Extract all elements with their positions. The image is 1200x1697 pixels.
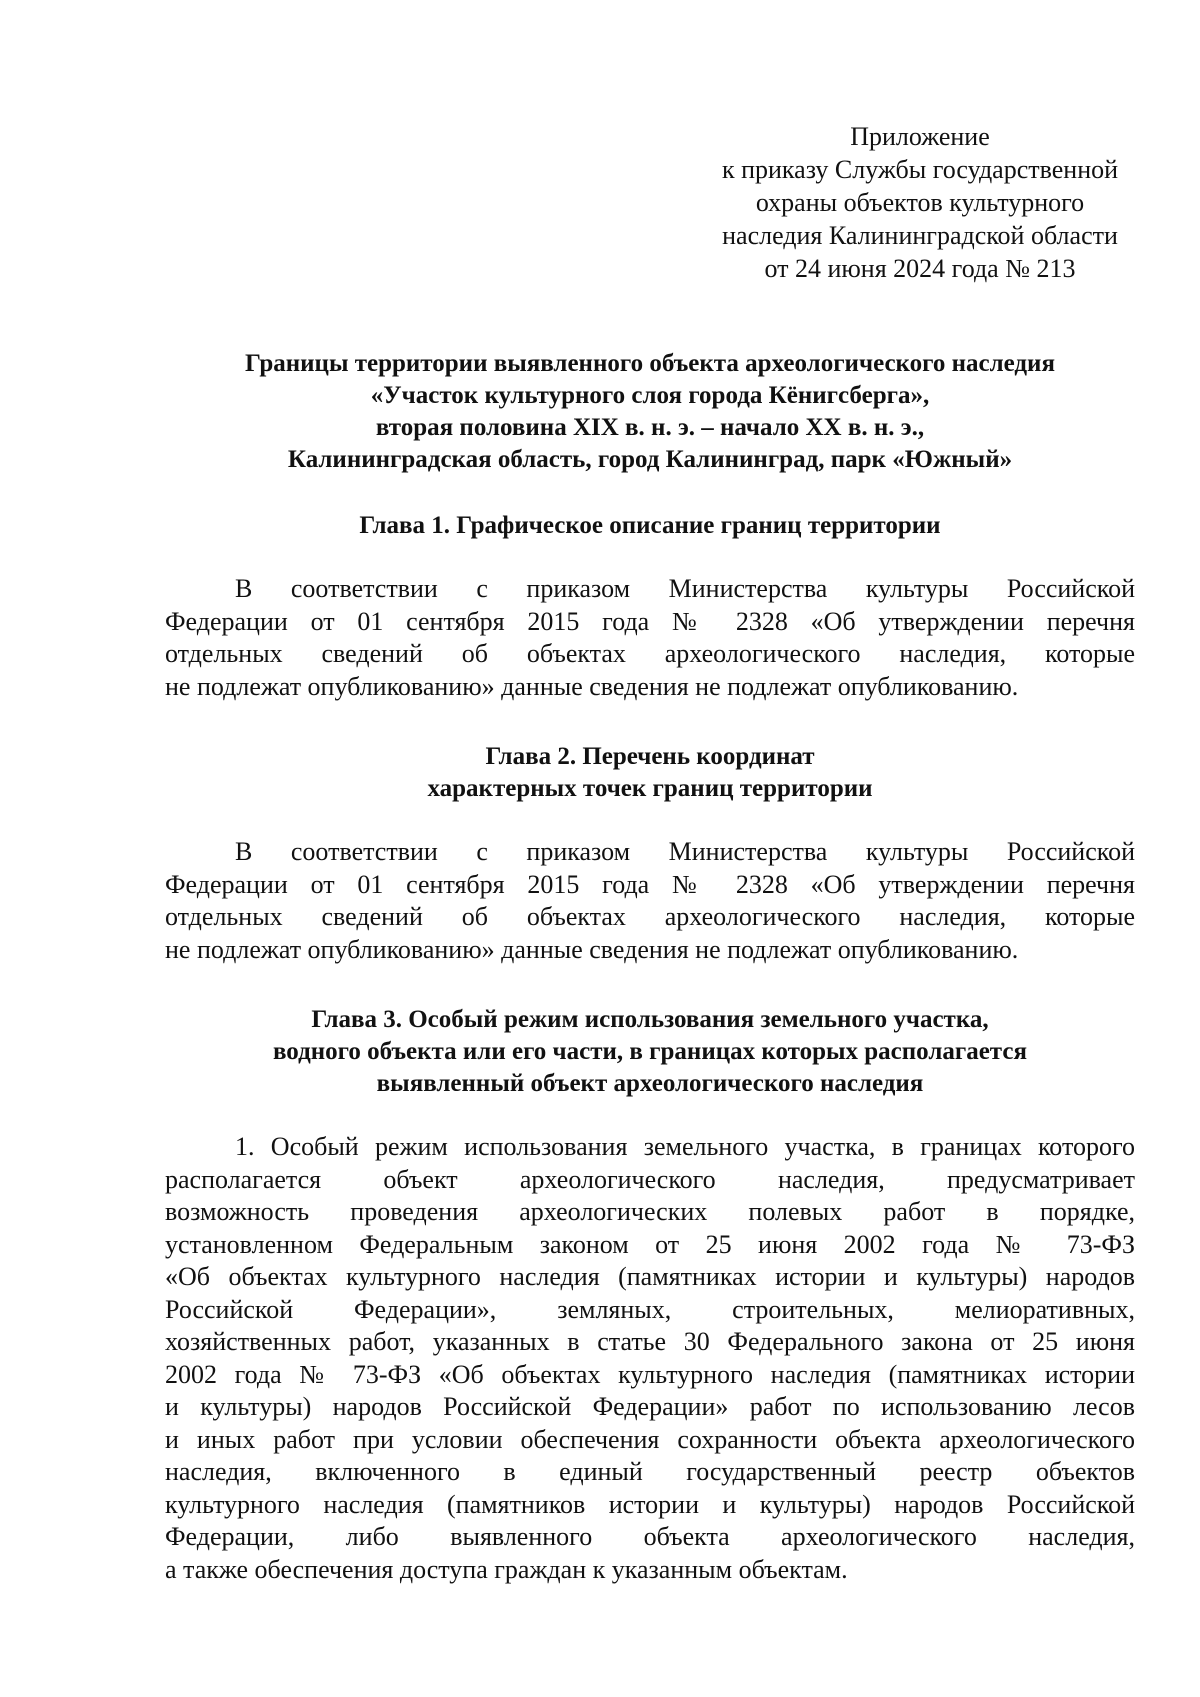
title-line: Калининградская область, город Калининград, парк «Южный» xyxy=(287,446,1013,473)
title-line: вторая половина XIX в. н. э. – начало XX в. н. э., xyxy=(375,414,925,441)
paragraph-line: культурного наследия (памятников истории и культуры) народов Российской xyxy=(165,1489,1135,1519)
paragraph-line: не подлежат опубликованию» данные сведения не подлежат опубликованию. xyxy=(165,671,1019,701)
paragraph-line: и культуры) народов Российской Федерации» работ по использованию лесов xyxy=(165,1392,1135,1421)
heading-line: Глава 1. Графическое описание границ территории xyxy=(359,512,941,539)
paragraph-line: и иных работ при условии обеспечения сохранности объекта археологического xyxy=(165,1424,1135,1454)
paragraph-line: Федерации от 01 сентября 2015 года № 2328 «Об утверждении перечня xyxy=(165,606,1135,636)
paragraph-line: установленном Федеральным законом от 25 июня 2002 года № 73-ФЗ xyxy=(165,1229,1135,1259)
chapter-1-heading xyxy=(165,510,1135,542)
heading-line: Глава 2. Перечень координат xyxy=(485,743,815,770)
heading-line: Глава 3. Особый режим использования земельного участка, xyxy=(311,1006,989,1033)
chapter-2-paragraph xyxy=(165,836,1135,966)
title-line: Границы территории выявленного объекта археологического наследия xyxy=(245,350,1055,377)
chapter-1-paragraph xyxy=(165,573,1135,703)
title-line: «Участок культурного слоя города Кёнигсберга», xyxy=(370,382,930,409)
heading-line: водного объекта или его части, в границах которых располагается xyxy=(272,1038,1028,1065)
paragraph-line: Российской Федерации», земляных, строительных, мелиоративных, xyxy=(165,1294,1135,1324)
appendix-line: наследия Калининградской области xyxy=(722,221,1118,250)
appendix-line: к приказу Службы государственной xyxy=(721,155,1119,184)
heading-line: характерных точек границ территории xyxy=(427,775,873,802)
chapter-2-heading xyxy=(165,741,1135,805)
heading-line: выявленный объект археологического наследия xyxy=(376,1070,924,1097)
paragraph-line: 1. Особый режим использования земельного участка, в границах которого xyxy=(235,1132,1135,1161)
paragraph-line: хозяйственных работ, указанных в статье 30 Федерального закона от 25 июня xyxy=(165,1327,1135,1356)
appendix-line: Приложение xyxy=(850,122,990,151)
paragraph-line: располагается объект археологического наследия, предусматривает xyxy=(165,1164,1135,1194)
paragraph-line: В соответствии с приказом Министерства культуры Российской xyxy=(235,837,1135,866)
paragraph-line: а также обеспечения доступа граждан к указанным объектам. xyxy=(165,1554,848,1584)
paragraph-line: отдельных сведений об объектах археологического наследия, которые xyxy=(165,639,1135,668)
paragraph-line: В соответствии с приказом Министерства культуры Российской xyxy=(235,574,1135,603)
paragraph-line: 2002 года № 73-ФЗ «Об объектах культурного наследия (памятниках истории xyxy=(165,1359,1135,1389)
paragraph-line: не подлежат опубликованию» данные сведения не подлежат опубликованию. xyxy=(165,934,1019,964)
paragraph-line: возможность проведения археологических полевых работ в порядке, xyxy=(165,1197,1135,1226)
document-body xyxy=(165,348,1135,1586)
paragraph-line: наследия, включенного в единый государственный реестр объектов xyxy=(165,1457,1135,1486)
document-title xyxy=(165,348,1135,476)
paragraph-line: Федерации от 01 сентября 2015 года № 2328 «Об утверждении перечня xyxy=(165,869,1135,899)
paragraph-line: «Об объектах культурного наследия (памятниках истории и культуры) народов xyxy=(165,1262,1135,1291)
appendix-line: от 24 июня 2024 года № 213 xyxy=(764,254,1076,283)
paragraph-line: Федерации, либо выявленного объекта археологического наследия, xyxy=(165,1522,1135,1551)
appendix-block xyxy=(690,120,1150,285)
paragraph-line: отдельных сведений об объектах археологического наследия, которые xyxy=(165,902,1135,931)
chapter-3-heading xyxy=(165,1004,1135,1100)
chapter-3-paragraph xyxy=(165,1131,1135,1586)
appendix-line: охраны объектов культурного xyxy=(755,188,1085,217)
